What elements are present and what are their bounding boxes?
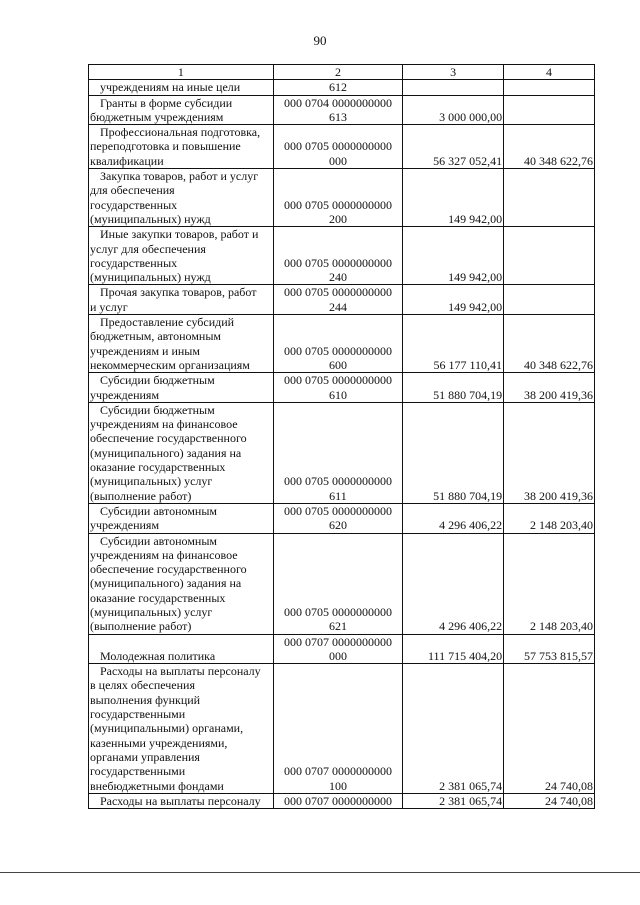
budget-code-cell: 000 0707 0000000000 (273, 793, 402, 808)
column-header-3: 3 (403, 65, 504, 80)
table-row (89, 80, 595, 95)
expense-name-cell: Субсидии бюджетным учреждениям (89, 373, 274, 403)
amount-col3-cell: 2 381 065,74 (403, 793, 504, 808)
budget-code-cell: 000 0705 0000000000 610 (273, 373, 402, 403)
amount-col3-cell: 4 296 406,22 (403, 503, 504, 533)
amount-col3-cell: 149 942,00 (403, 285, 504, 315)
budget-code-cell: 000 0705 0000000000 244 (273, 285, 402, 315)
table-row (89, 533, 595, 634)
budget-code-cell: 000 0705 0000000000 611 (273, 402, 402, 503)
expense-name-cell: Предоставление субсидий бюджетным, автономным учреждениям и иным некоммерческим организациям (89, 315, 274, 373)
column-header-2: 2 (273, 65, 402, 80)
table-row (89, 664, 595, 794)
amount-col3-cell: 149 942,00 (403, 169, 504, 227)
table-body (89, 80, 595, 809)
budget-code-cell: 000 0705 0000000000 000 (273, 125, 402, 169)
table-row (89, 634, 595, 664)
budget-code-cell: 000 0705 0000000000 600 (273, 315, 402, 373)
budget-code-cell: 612 (273, 80, 402, 95)
amount-col4-cell (504, 227, 595, 285)
page-number: 90 (313, 33, 327, 48)
table-row (89, 285, 595, 315)
amount-col4-cell: 40 348 622,76 (504, 315, 595, 373)
budget-code-cell: 000 0705 0000000000 620 (273, 503, 402, 533)
column-header-4: 4 (504, 65, 595, 80)
table-row (89, 95, 595, 125)
amount-col3-cell: 4 296 406,22 (403, 533, 504, 634)
amount-col3-cell: 51 880 704,19 (403, 402, 504, 503)
expense-name-cell: Гранты в форме субсидии бюджетным учреждениям (89, 95, 274, 125)
amount-col4-cell: 57 753 815,57 (504, 634, 595, 664)
amount-col3-cell: 56 327 052,41 (403, 125, 504, 169)
expense-name-cell: Молодежная политика (89, 634, 274, 664)
budget-code-cell: 000 0705 0000000000 200 (273, 169, 402, 227)
footer-divider (0, 872, 640, 873)
expense-name-cell: Субсидии автономным учреждениям (89, 503, 274, 533)
expense-name-cell: Профессиональная подготовка, переподготовка и повышение квалификации (89, 125, 274, 169)
amount-col4-cell: 2 148 203,40 (504, 533, 595, 634)
amount-col3-cell: 2 381 065,74 (403, 664, 504, 794)
amount-col4-cell (504, 169, 595, 227)
expense-name-cell: Закупка товаров, работ и услуг для обеспечения государственных (муниципальных) нужд (89, 169, 274, 227)
amount-col4-cell: 40 348 622,76 (504, 125, 595, 169)
expense-name-cell: Субсидии автономным учреждениям на финансовое обеспечение государственного (муниципального) задания на оказание государственных (муниципальных) услуг (выполнение работ) (89, 533, 274, 634)
amount-col3-cell: 149 942,00 (403, 227, 504, 285)
amount-col3-cell: 51 880 704,19 (403, 373, 504, 403)
expense-name-cell: Расходы на выплаты персоналу в целях обеспечения выполнения функций государственными (муниципальными) органами, казенными учреждениями, органами управления государственными внебюджетными фондами (89, 664, 274, 794)
amount-col3-cell: 111 715 404,20 (403, 634, 504, 664)
budget-code-cell: 000 0704 0000000000 613 (273, 95, 402, 125)
table-row (89, 402, 595, 503)
amount-col4-cell: 38 200 419,36 (504, 402, 595, 503)
budget-code-cell: 000 0707 0000000000 000 (273, 634, 402, 664)
amount-col3-cell: 3 000 000,00 (403, 95, 504, 125)
amount-col4-cell: 2 148 203,40 (504, 503, 595, 533)
table-row (89, 373, 595, 403)
table-row (89, 315, 595, 373)
budget-table (88, 64, 595, 809)
expense-name-cell: Иные закупки товаров, работ и услуг для обеспечения государственных (муниципальных) нужд (89, 227, 274, 285)
expense-name-cell: Субсидии бюджетным учреждениям на финансовое обеспечение государственного (муниципального) задания на оказание государственных (муниципальных) услуг (выполнение работ) (89, 402, 274, 503)
amount-col4-cell: 24 740,08 (504, 664, 595, 794)
expense-name-cell: Расходы на выплаты персоналу (89, 793, 274, 808)
table-row (89, 227, 595, 285)
amount-col4-cell (504, 285, 595, 315)
column-header-1: 1 (89, 65, 274, 80)
table-row (89, 125, 595, 169)
expense-name-cell: Прочая закупка товаров, работ и услуг (89, 285, 274, 315)
expense-name-cell: учреждениям на иные цели (89, 80, 274, 95)
table-header-row (89, 65, 595, 80)
budget-code-cell: 000 0707 0000000000 100 (273, 664, 402, 794)
amount-col4-cell (504, 95, 595, 125)
amount-col3-cell (403, 80, 504, 95)
table-row (89, 169, 595, 227)
amount-col3-cell: 56 177 110,41 (403, 315, 504, 373)
amount-col4-cell (504, 80, 595, 95)
amount-col4-cell: 38 200 419,36 (504, 373, 595, 403)
budget-code-cell: 000 0705 0000000000 621 (273, 533, 402, 634)
table-row (89, 503, 595, 533)
budget-code-cell: 000 0705 0000000000 240 (273, 227, 402, 285)
table-row (89, 793, 595, 808)
amount-col4-cell: 24 740,08 (504, 793, 595, 808)
